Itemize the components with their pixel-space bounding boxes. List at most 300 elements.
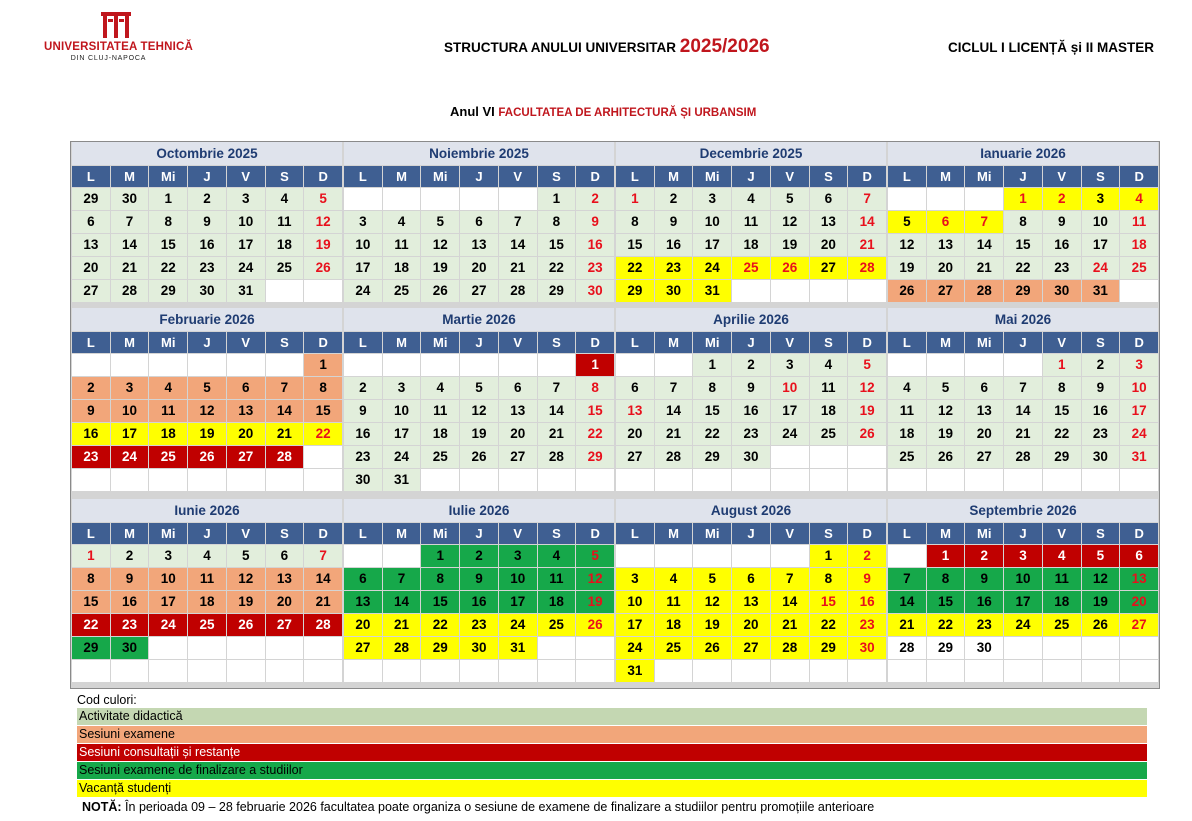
weekday-header: Mi xyxy=(149,166,187,187)
day-cell: 19 xyxy=(460,423,498,445)
empty-day-cell xyxy=(848,446,886,468)
day-cell: 1 xyxy=(538,188,576,210)
empty-day-cell xyxy=(304,469,342,491)
empty-day-cell xyxy=(1120,660,1158,682)
month-grid xyxy=(72,331,342,491)
empty-day-cell xyxy=(383,660,421,682)
empty-day-cell xyxy=(655,469,693,491)
empty-day-cell xyxy=(927,660,965,682)
legend-item: Sesiuni examene xyxy=(77,726,1147,743)
faculty-name: FACULTATEA DE ARHITECTURĂ ȘI URBANSIM xyxy=(498,107,757,119)
day-cell: 28 xyxy=(266,446,304,468)
day-cell: 20 xyxy=(499,423,537,445)
day-cell: 2 xyxy=(1082,354,1120,376)
empty-day-cell xyxy=(732,469,770,491)
day-cell: 8 xyxy=(421,568,459,590)
weekday-header: M xyxy=(927,166,965,187)
empty-day-cell xyxy=(888,354,926,376)
day-cell: 19 xyxy=(693,614,731,636)
weekday-header: V xyxy=(771,523,809,544)
weekday-header: J xyxy=(732,166,770,187)
day-cell: 27 xyxy=(616,446,654,468)
day-cell: 24 xyxy=(616,637,654,659)
day-cell: 25 xyxy=(1043,614,1081,636)
day-cell: 30 xyxy=(1043,280,1081,302)
day-cell: 29 xyxy=(1004,280,1042,302)
day-cell: 8 xyxy=(72,568,110,590)
day-cell: 20 xyxy=(460,257,498,279)
month-title: Noiembrie 2025 xyxy=(344,142,614,165)
logo-university-name: UNIVERSITATEA TEHNICĂ xyxy=(43,41,194,53)
weekday-header: S xyxy=(810,523,848,544)
weekday-header: V xyxy=(227,332,265,353)
day-cell: 2 xyxy=(848,545,886,567)
day-cell: 17 xyxy=(344,257,382,279)
empty-day-cell xyxy=(538,637,576,659)
day-cell: 5 xyxy=(888,211,926,233)
empty-day-cell xyxy=(848,469,886,491)
day-cell: 30 xyxy=(576,280,614,302)
day-cell: 19 xyxy=(227,591,265,613)
weekday-header: M xyxy=(655,332,693,353)
day-cell: 17 xyxy=(771,400,809,422)
weekday-header: S xyxy=(810,166,848,187)
day-cell: 9 xyxy=(848,568,886,590)
day-cell: 26 xyxy=(188,446,226,468)
day-cell: 19 xyxy=(927,423,965,445)
day-cell: 14 xyxy=(888,591,926,613)
empty-day-cell xyxy=(383,188,421,210)
empty-day-cell xyxy=(538,469,576,491)
day-cell: 26 xyxy=(888,280,926,302)
empty-day-cell xyxy=(188,660,226,682)
weekday-header: J xyxy=(1004,332,1042,353)
day-cell: 7 xyxy=(304,545,342,567)
weekday-header: J xyxy=(732,332,770,353)
day-cell: 13 xyxy=(810,211,848,233)
empty-day-cell xyxy=(72,354,110,376)
weekday-header: V xyxy=(771,166,809,187)
color-legend xyxy=(77,692,1147,798)
day-cell: 5 xyxy=(927,377,965,399)
weekday-header: L xyxy=(344,332,382,353)
day-cell: 6 xyxy=(810,188,848,210)
day-cell: 2 xyxy=(576,188,614,210)
day-cell: 26 xyxy=(693,637,731,659)
day-cell: 14 xyxy=(655,400,693,422)
day-cell: 29 xyxy=(927,637,965,659)
day-cell: 30 xyxy=(188,280,226,302)
day-cell: 18 xyxy=(421,423,459,445)
day-cell: 9 xyxy=(188,211,226,233)
day-cell: 30 xyxy=(732,446,770,468)
month-grid xyxy=(888,522,1158,682)
empty-day-cell xyxy=(616,354,654,376)
day-cell: 2 xyxy=(188,188,226,210)
day-cell: 28 xyxy=(848,257,886,279)
weekday-header: L xyxy=(616,166,654,187)
day-cell: 12 xyxy=(304,211,342,233)
day-cell: 25 xyxy=(655,637,693,659)
empty-day-cell xyxy=(188,354,226,376)
empty-day-cell xyxy=(693,545,731,567)
day-cell: 24 xyxy=(383,446,421,468)
day-cell: 3 xyxy=(693,188,731,210)
weekday-header: S xyxy=(538,523,576,544)
day-cell: 11 xyxy=(810,377,848,399)
day-cell: 7 xyxy=(771,568,809,590)
day-cell: 2 xyxy=(732,354,770,376)
day-cell: 12 xyxy=(771,211,809,233)
weekday-header: Mi xyxy=(149,332,187,353)
day-cell: 29 xyxy=(421,637,459,659)
empty-day-cell xyxy=(460,354,498,376)
day-cell: 13 xyxy=(1120,568,1158,590)
day-cell: 11 xyxy=(655,591,693,613)
day-cell: 12 xyxy=(848,377,886,399)
day-cell: 31 xyxy=(616,660,654,682)
day-cell: 6 xyxy=(499,377,537,399)
day-cell: 25 xyxy=(888,446,926,468)
month-title: Iunie 2026 xyxy=(72,499,342,522)
day-cell: 27 xyxy=(927,280,965,302)
month-title: Martie 2026 xyxy=(344,308,614,331)
page-title-text: STRUCTURA ANULUI UNIVERSITAR xyxy=(444,40,676,55)
empty-day-cell xyxy=(771,545,809,567)
day-cell: 17 xyxy=(1120,400,1158,422)
day-cell: 11 xyxy=(1043,568,1081,590)
day-cell: 16 xyxy=(344,423,382,445)
day-cell: 23 xyxy=(732,423,770,445)
day-cell: 26 xyxy=(576,614,614,636)
day-cell: 23 xyxy=(576,257,614,279)
weekday-header: V xyxy=(499,523,537,544)
day-cell: 16 xyxy=(111,591,149,613)
day-cell: 4 xyxy=(810,354,848,376)
day-cell: 12 xyxy=(188,400,226,422)
day-cell: 30 xyxy=(344,469,382,491)
weekday-header: M xyxy=(927,332,965,353)
day-cell: 16 xyxy=(188,234,226,256)
empty-day-cell xyxy=(1043,660,1081,682)
month-grid xyxy=(888,165,1158,302)
day-cell: 7 xyxy=(1004,377,1042,399)
day-cell: 4 xyxy=(266,188,304,210)
day-cell: 25 xyxy=(188,614,226,636)
note-label: NOTĂ: xyxy=(82,800,122,814)
day-cell: 23 xyxy=(111,614,149,636)
weekday-header: D xyxy=(848,523,886,544)
day-cell: 25 xyxy=(421,446,459,468)
empty-day-cell xyxy=(149,660,187,682)
day-cell: 12 xyxy=(421,234,459,256)
month-block xyxy=(888,499,1158,682)
day-cell: 27 xyxy=(1120,614,1158,636)
day-cell: 16 xyxy=(1082,400,1120,422)
day-cell: 5 xyxy=(304,188,342,210)
day-cell: 2 xyxy=(111,545,149,567)
day-cell: 28 xyxy=(965,280,1003,302)
month-block xyxy=(344,142,614,302)
day-cell: 18 xyxy=(888,423,926,445)
day-cell: 31 xyxy=(1082,280,1120,302)
day-cell: 20 xyxy=(344,614,382,636)
day-cell: 14 xyxy=(848,211,886,233)
day-cell: 18 xyxy=(188,591,226,613)
day-cell: 2 xyxy=(72,377,110,399)
weekday-header: D xyxy=(304,166,342,187)
day-cell: 25 xyxy=(266,257,304,279)
month-block xyxy=(888,142,1158,302)
month-grid xyxy=(616,331,886,491)
weekday-header: J xyxy=(188,332,226,353)
empty-day-cell xyxy=(965,469,1003,491)
weekday-header: J xyxy=(188,166,226,187)
day-cell: 1 xyxy=(927,545,965,567)
day-cell: 27 xyxy=(732,637,770,659)
empty-day-cell xyxy=(927,354,965,376)
empty-day-cell xyxy=(344,188,382,210)
day-cell: 23 xyxy=(344,446,382,468)
weekday-header: L xyxy=(344,166,382,187)
day-cell: 24 xyxy=(499,614,537,636)
day-cell: 29 xyxy=(538,280,576,302)
empty-day-cell xyxy=(888,469,926,491)
empty-day-cell xyxy=(616,469,654,491)
day-cell: 27 xyxy=(460,280,498,302)
day-cell: 6 xyxy=(965,377,1003,399)
empty-day-cell xyxy=(848,280,886,302)
day-cell: 24 xyxy=(771,423,809,445)
day-cell: 23 xyxy=(72,446,110,468)
empty-day-cell xyxy=(227,354,265,376)
empty-day-cell xyxy=(655,354,693,376)
day-cell: 17 xyxy=(149,591,187,613)
month-title: Februarie 2026 xyxy=(72,308,342,331)
day-cell: 15 xyxy=(616,234,654,256)
empty-day-cell xyxy=(1120,469,1158,491)
month-title: Iulie 2026 xyxy=(344,499,614,522)
weekday-header: D xyxy=(576,332,614,353)
day-cell: 10 xyxy=(383,400,421,422)
weekday-header: S xyxy=(538,332,576,353)
day-cell: 26 xyxy=(460,446,498,468)
empty-day-cell xyxy=(111,660,149,682)
legend-item: Sesiuni consultații și restanțe xyxy=(77,744,1147,761)
day-cell: 4 xyxy=(732,188,770,210)
day-cell: 11 xyxy=(732,211,770,233)
day-cell: 9 xyxy=(1082,377,1120,399)
weekday-header: V xyxy=(771,332,809,353)
day-cell: 29 xyxy=(576,446,614,468)
day-cell: 12 xyxy=(227,568,265,590)
day-cell: 16 xyxy=(848,591,886,613)
day-cell: 16 xyxy=(1043,234,1081,256)
empty-day-cell xyxy=(188,469,226,491)
weekday-header: J xyxy=(188,523,226,544)
month-grid xyxy=(888,331,1158,491)
day-cell: 19 xyxy=(848,400,886,422)
empty-day-cell xyxy=(72,469,110,491)
day-cell: 8 xyxy=(1043,377,1081,399)
weekday-header: L xyxy=(72,166,110,187)
day-cell: 4 xyxy=(888,377,926,399)
day-cell: 18 xyxy=(266,234,304,256)
legend-item: Activitate didactică xyxy=(77,708,1147,725)
month-grid xyxy=(616,522,886,682)
day-cell: 16 xyxy=(460,591,498,613)
day-cell: 27 xyxy=(227,446,265,468)
day-cell: 4 xyxy=(1120,188,1158,210)
day-cell: 5 xyxy=(848,354,886,376)
empty-day-cell xyxy=(227,660,265,682)
weekday-header: D xyxy=(304,523,342,544)
empty-day-cell xyxy=(1004,637,1042,659)
weekday-header: L xyxy=(888,166,926,187)
day-cell: 10 xyxy=(344,234,382,256)
weekday-header: L xyxy=(888,523,926,544)
day-cell: 18 xyxy=(149,423,187,445)
month-block xyxy=(344,499,614,682)
weekday-header: J xyxy=(460,332,498,353)
day-cell: 1 xyxy=(576,354,614,376)
weekday-header: S xyxy=(538,166,576,187)
day-cell: 6 xyxy=(732,568,770,590)
day-cell: 6 xyxy=(460,211,498,233)
day-cell: 21 xyxy=(383,614,421,636)
day-cell: 7 xyxy=(655,377,693,399)
day-cell: 19 xyxy=(888,257,926,279)
month-block xyxy=(616,308,886,491)
day-cell: 1 xyxy=(810,545,848,567)
weekday-header: L xyxy=(72,523,110,544)
empty-day-cell xyxy=(576,469,614,491)
month-block xyxy=(616,142,886,302)
day-cell: 31 xyxy=(499,637,537,659)
empty-day-cell xyxy=(499,188,537,210)
weekday-header: V xyxy=(499,332,537,353)
empty-day-cell xyxy=(888,545,926,567)
month-grid xyxy=(616,165,886,302)
day-cell: 22 xyxy=(693,423,731,445)
empty-day-cell xyxy=(655,660,693,682)
day-cell: 4 xyxy=(538,545,576,567)
day-cell: 21 xyxy=(965,257,1003,279)
day-cell: 29 xyxy=(72,188,110,210)
day-cell: 20 xyxy=(227,423,265,445)
day-cell: 23 xyxy=(1082,423,1120,445)
day-cell: 11 xyxy=(266,211,304,233)
empty-day-cell xyxy=(72,660,110,682)
day-cell: 8 xyxy=(304,377,342,399)
day-cell: 10 xyxy=(149,568,187,590)
day-cell: 3 xyxy=(1120,354,1158,376)
day-cell: 28 xyxy=(304,614,342,636)
day-cell: 26 xyxy=(848,423,886,445)
day-cell: 22 xyxy=(304,423,342,445)
weekday-header: S xyxy=(266,523,304,544)
day-cell: 22 xyxy=(1004,257,1042,279)
empty-day-cell xyxy=(810,446,848,468)
weekday-header: M xyxy=(383,332,421,353)
day-cell: 25 xyxy=(383,280,421,302)
day-cell: 17 xyxy=(1004,591,1042,613)
empty-day-cell xyxy=(576,660,614,682)
day-cell: 16 xyxy=(732,400,770,422)
day-cell: 10 xyxy=(1082,211,1120,233)
day-cell: 5 xyxy=(460,377,498,399)
day-cell: 18 xyxy=(655,614,693,636)
day-cell: 17 xyxy=(1082,234,1120,256)
day-cell: 18 xyxy=(1043,591,1081,613)
day-cell: 20 xyxy=(616,423,654,445)
empty-day-cell xyxy=(266,637,304,659)
day-cell: 17 xyxy=(693,234,731,256)
weekday-header: J xyxy=(732,523,770,544)
day-cell: 15 xyxy=(421,591,459,613)
empty-day-cell xyxy=(304,280,342,302)
day-cell: 1 xyxy=(1004,188,1042,210)
month-grid xyxy=(344,331,614,491)
month-title: Octombrie 2025 xyxy=(72,142,342,165)
day-cell: 22 xyxy=(421,614,459,636)
day-cell: 9 xyxy=(1043,211,1081,233)
weekday-header: Mi xyxy=(149,523,187,544)
day-cell: 3 xyxy=(344,211,382,233)
empty-day-cell xyxy=(732,660,770,682)
empty-day-cell xyxy=(1120,637,1158,659)
day-cell: 25 xyxy=(810,423,848,445)
day-cell: 5 xyxy=(771,188,809,210)
day-cell: 5 xyxy=(227,545,265,567)
empty-day-cell xyxy=(227,637,265,659)
day-cell: 31 xyxy=(693,280,731,302)
day-cell: 21 xyxy=(111,257,149,279)
weekday-header: J xyxy=(460,523,498,544)
empty-day-cell xyxy=(771,660,809,682)
month-block xyxy=(344,308,614,491)
day-cell: 1 xyxy=(616,188,654,210)
day-cell: 7 xyxy=(538,377,576,399)
month-block xyxy=(888,308,1158,491)
weekday-header: M xyxy=(111,166,149,187)
day-cell: 24 xyxy=(1082,257,1120,279)
empty-day-cell xyxy=(149,637,187,659)
month-title: Ianuarie 2026 xyxy=(888,142,1158,165)
month-title: Septembrie 2026 xyxy=(888,499,1158,522)
day-cell: 18 xyxy=(538,591,576,613)
day-cell: 21 xyxy=(771,614,809,636)
empty-day-cell xyxy=(965,354,1003,376)
day-cell: 9 xyxy=(732,377,770,399)
day-cell: 14 xyxy=(1004,400,1042,422)
empty-day-cell xyxy=(693,660,731,682)
weekday-header: Mi xyxy=(965,332,1003,353)
empty-day-cell xyxy=(732,545,770,567)
day-cell: 6 xyxy=(1120,545,1158,567)
day-cell: 12 xyxy=(1082,568,1120,590)
weekday-header: L xyxy=(616,523,654,544)
weekday-header: S xyxy=(1082,523,1120,544)
day-cell: 30 xyxy=(111,188,149,210)
day-cell: 12 xyxy=(927,400,965,422)
day-cell: 15 xyxy=(304,400,342,422)
day-cell: 24 xyxy=(1120,423,1158,445)
empty-day-cell xyxy=(266,280,304,302)
empty-day-cell xyxy=(383,545,421,567)
empty-day-cell xyxy=(149,354,187,376)
day-cell: 2 xyxy=(460,545,498,567)
